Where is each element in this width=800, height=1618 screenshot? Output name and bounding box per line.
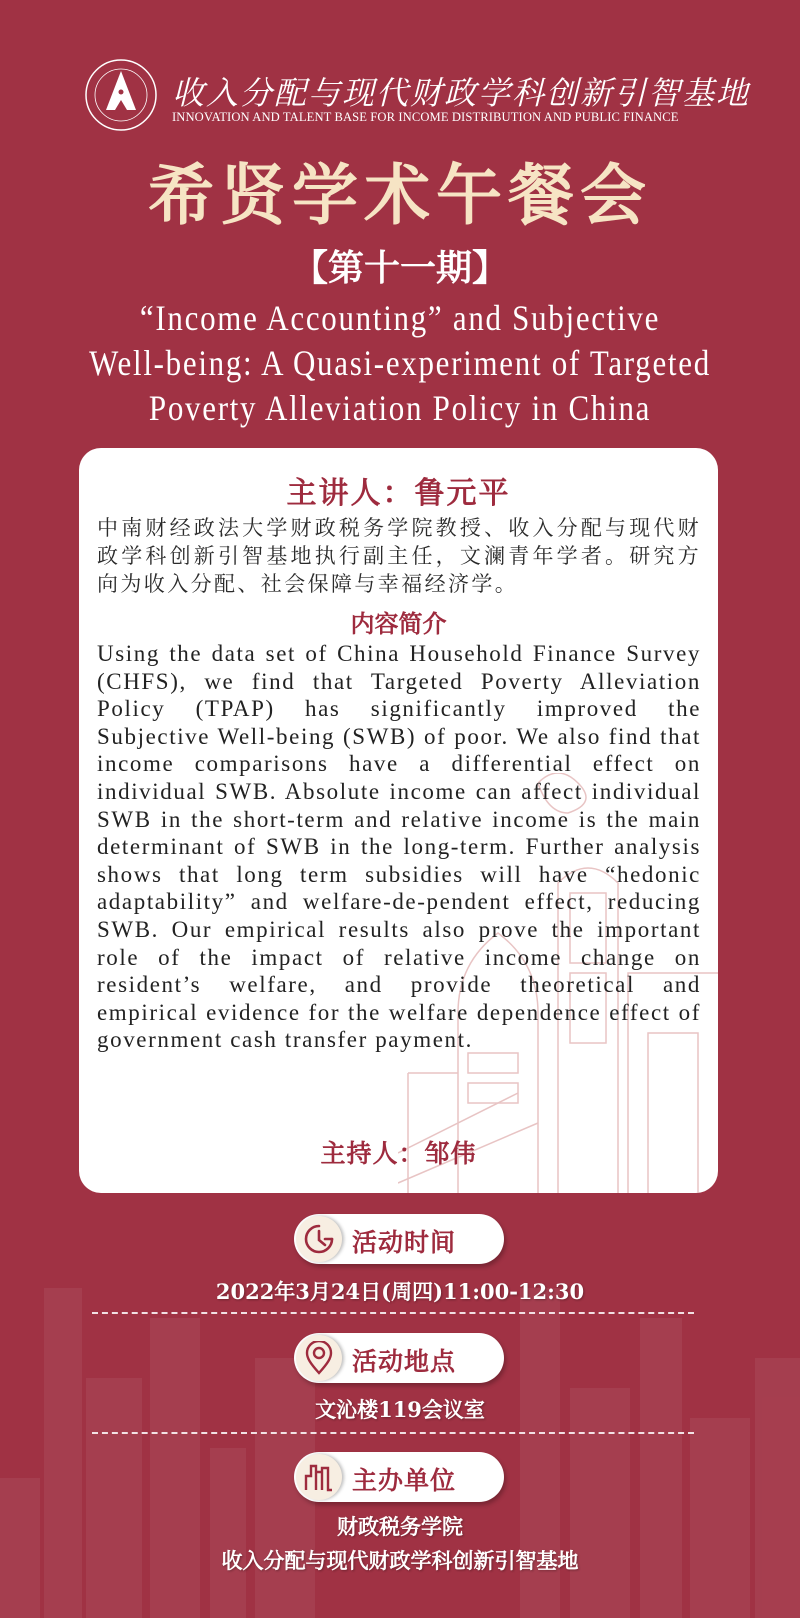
issue-number: 【第十一期】 [291,247,508,289]
clock-icon [296,1216,342,1262]
institution-name-cn: 收入分配与现代财政学科创新引智基地 [172,74,751,112]
speaker-bio: 中南财经政法大学财政税务学院教授、收入分配与现代财政学科创新引智基地执行副主任，文澜青年学者。研究方向为收入分配、社会保障与幸福经济学。 [97,516,701,596]
organizer-name: 财政税务学院 [337,1514,463,1539]
abstract-heading: 内容简介 [350,609,447,638]
event-time: 2022年3月24日(周四)11:00-12:30 [215,1279,585,1304]
location-pill [294,1333,504,1383]
content-card [79,448,718,1193]
buildings-icon [296,1454,342,1500]
talk-title-line: “Income Accounting” and Subjective [139,298,661,338]
organizer-name: 收入分配与现代财政学科创新引智基地 [221,1548,579,1573]
event-title: 希贤学术午餐会 [148,156,652,234]
university-seal-logo [84,58,158,132]
time-label: 活动时间 [352,1228,457,1257]
abstract-text: Using the data set of China Household Finance Survey (CHFS), we find that Targeted Poverty Alleviation Policy (TPAP) has significantly improved the Subjective Well-being (SWB) of poor. We also find that income comparisons have a differential effect on individual SWB. Absolute income can affect individual SWB in the short-term and relative income is the main determinant of SWB in the long-term. Further analysis shows that long term subsidies will have “hedonic adaptability” and welfare-de-pendent effect, reducing SWB. Our empirical results also prove the important role of the impact of relative income change on resident’s welfare, and provide theoretical and empirical evidence for the welfare dependence effect of government cash transfer payment. [97,641,701,1053]
institution-name-en: INNOVATION AND TALENT BASE FOR INCOME DISTRIBUTION AND PUBLIC FINANCE [172,110,679,124]
location-pin-icon [296,1335,342,1381]
talk-title-line: Well-being: A Quasi-experiment of Targeted [89,343,711,383]
time-pill [294,1214,504,1264]
location-label: 活动地点 [352,1347,457,1376]
organizer-pill [294,1452,504,1502]
speaker-name: 主讲人：鲁元平 [286,476,511,511]
divider [92,1312,694,1314]
divider [92,1432,694,1434]
talk-title [82,296,718,431]
organizer-label: 主办单位 [352,1466,457,1495]
talk-title-line: Poverty Alleviation Policy in China [148,388,652,428]
host-name: 主持人：邹伟 [320,1139,477,1168]
event-location: 文沁楼119会议室 [315,1397,485,1422]
